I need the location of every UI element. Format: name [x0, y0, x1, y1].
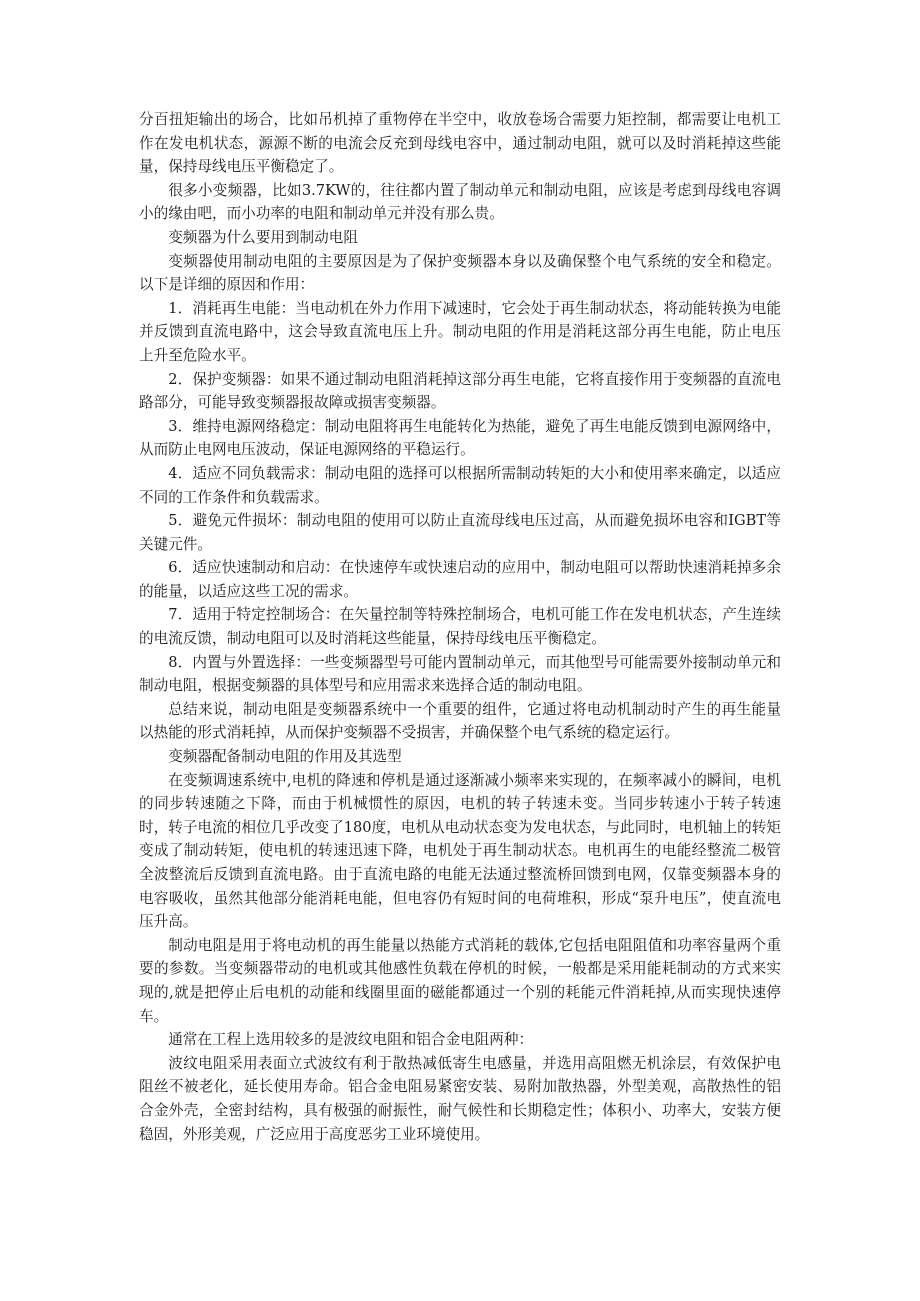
list-item-2: 2．保护变频器：如果不通过制动电阻消耗掉这部分再生电能，它将直接作用于变频器的直流电路部分，可能导致变频器报故障或损害变频器。 — [139, 370, 781, 412]
list-item-4: 4．适应不同负载需求：制动电阻的选择可以根据所需制动转矩的大小和使用率来确定，以适应不同的工作条件和负载需求。 — [139, 464, 781, 506]
paragraph-resistor-definition: 制动电阻是用于将电动机的再生能量以热能方式消耗的载体,它包括电阻阻值和功率容量两个重要的参数。当变频器带动的电机或其他感性负载在停机的时候，一般都是采用能耗制动的方式来实现的,就是把停止后电机的动能和线圈里面的磁能都通过一个别的耗能元件消耗掉,从而实现快速停车。 — [139, 936, 781, 1025]
list-item-1: 1．消耗再生电能：当电动机在外力作用下减速时，它会处于再生制动状态，将动能转换为电能并反馈到直流电路中，这会导致直流电压上升。制动电阻的作用是消耗这部分再生电能，防止电压上升至危险水平。 — [139, 299, 781, 364]
list-item-5: 5．避免元件损坏：制动电阻的使用可以防止直流母线电压过高，从而避免损坏电容和IGBT等关键元件。 — [139, 512, 781, 553]
list-item-8: 8．内置与外置选择：一些变频器型号可能内置制动单元，而其他型号可能需要外接制动单元和制动电阻，根据变频器的具体型号和应用需求来选择合适的制动电阻。 — [139, 653, 781, 695]
document-page — [139, 108, 781, 1146]
paragraph-summary: 总结来说，制动电阻是变频器系统中一个重要的组件，它通过将电动机制动时产生的再生能量以热能的形式消耗掉，从而保护变频器不受损害，并确保整个电气系统的稳定运行。 — [139, 700, 781, 742]
list-item-3: 3．维持电源网络稳定：制动电阻将再生电能转化为热能，避免了再生电能反馈到电源网络中，从而防止电网电压波动，保证电源网络的平稳运行。 — [139, 417, 781, 459]
section-heading-why-braking-resistor: 变频器为什么要用到制动电阻 — [168, 228, 358, 246]
paragraph-small-inverters: 很多小变频器，比如3.7KW的，往往都内置了制动单元和制动电阻，应该是考虑到母线电容调小的缘由吧，而小功率的电阻和制动单元并没有那么贵。 — [139, 181, 781, 223]
list-item-7: 7．适用于特定控制场合：在矢量控制等特殊控制场合，电机可能工作在发电机状态，产生连续的电流反馈，制动电阻可以及时消耗这些能量，保持母线电压平衡稳定。 — [139, 606, 781, 648]
section-heading-role-and-selection: 变频器配备制动电阻的作用及其选型 — [168, 748, 402, 766]
paragraph-intro-reasons: 变频器使用制动电阻的主要原因是为了保护变频器本身以及确保整个电气系统的安全和稳定。以下是详细的原因和作用： — [139, 252, 781, 294]
paragraph-continuation: 分百扭矩输出的场合，比如吊机掉了重物停在半空中，收放卷场合需要力矩控制，都需要让电机工作在发电机状态，源源不断的电流会反充到母线电容中，通过制动电阻，就可以及时消耗掉这些能量，保持母线电压平衡稳定了。 — [139, 111, 781, 176]
paragraph-speed-regulation: 在变频调速系统中,电机的降速和停机是通过逐渐减小频率来实现的，在频率减小的瞬间，电机的同步转速随之下降，而由于机械惯性的原因，电机的转子转速未变。当同步转速小于转子转速时，转子电流的相位几乎改变了180度，电机从电动状态变为发电状态，与此同时，电机轴上的转矩变成了制动转矩，使电机的转速迅速下降，电机处于再生制动状态。电机再生的电能经整流二极管全波整流后反馈到直流电路。由于直流电路的电能无法通过整流桥回馈到电网，仅靠变频器本身的电容吸收，虽然其他部分能消耗电能，但电容仍有短时间的电荷堆积，形成“泵升电压”，使直流电压升高。 — [139, 771, 781, 931]
list-item-6: 6．适应快速制动和启动：在快速停车或快速启动的应用中，制动电阻可以帮助快速消耗掉多余的能量，以适应这些工况的需求。 — [139, 559, 781, 600]
paragraph-common-types: 通常在工程上选用较多的是波纹电阻和铝合金电阻两种： — [168, 1031, 534, 1049]
paragraph-resistor-types-detail: 波纹电阻采用表面立式波纹有利于散热减低寄生电感量，并选用高阻燃无机涂层，有效保护电阻丝不被老化，延长使用寿命。铝合金电阻易紧密安装、易附加散热器，外型美观，高散热性的铝合金外壳，全密封结构，具有极强的耐振性，耐气候性和长期稳定性；体积小、功率大，安装方便稳固，外形美观，广泛应用于高度恶劣工业环境使用。 — [139, 1054, 781, 1143]
